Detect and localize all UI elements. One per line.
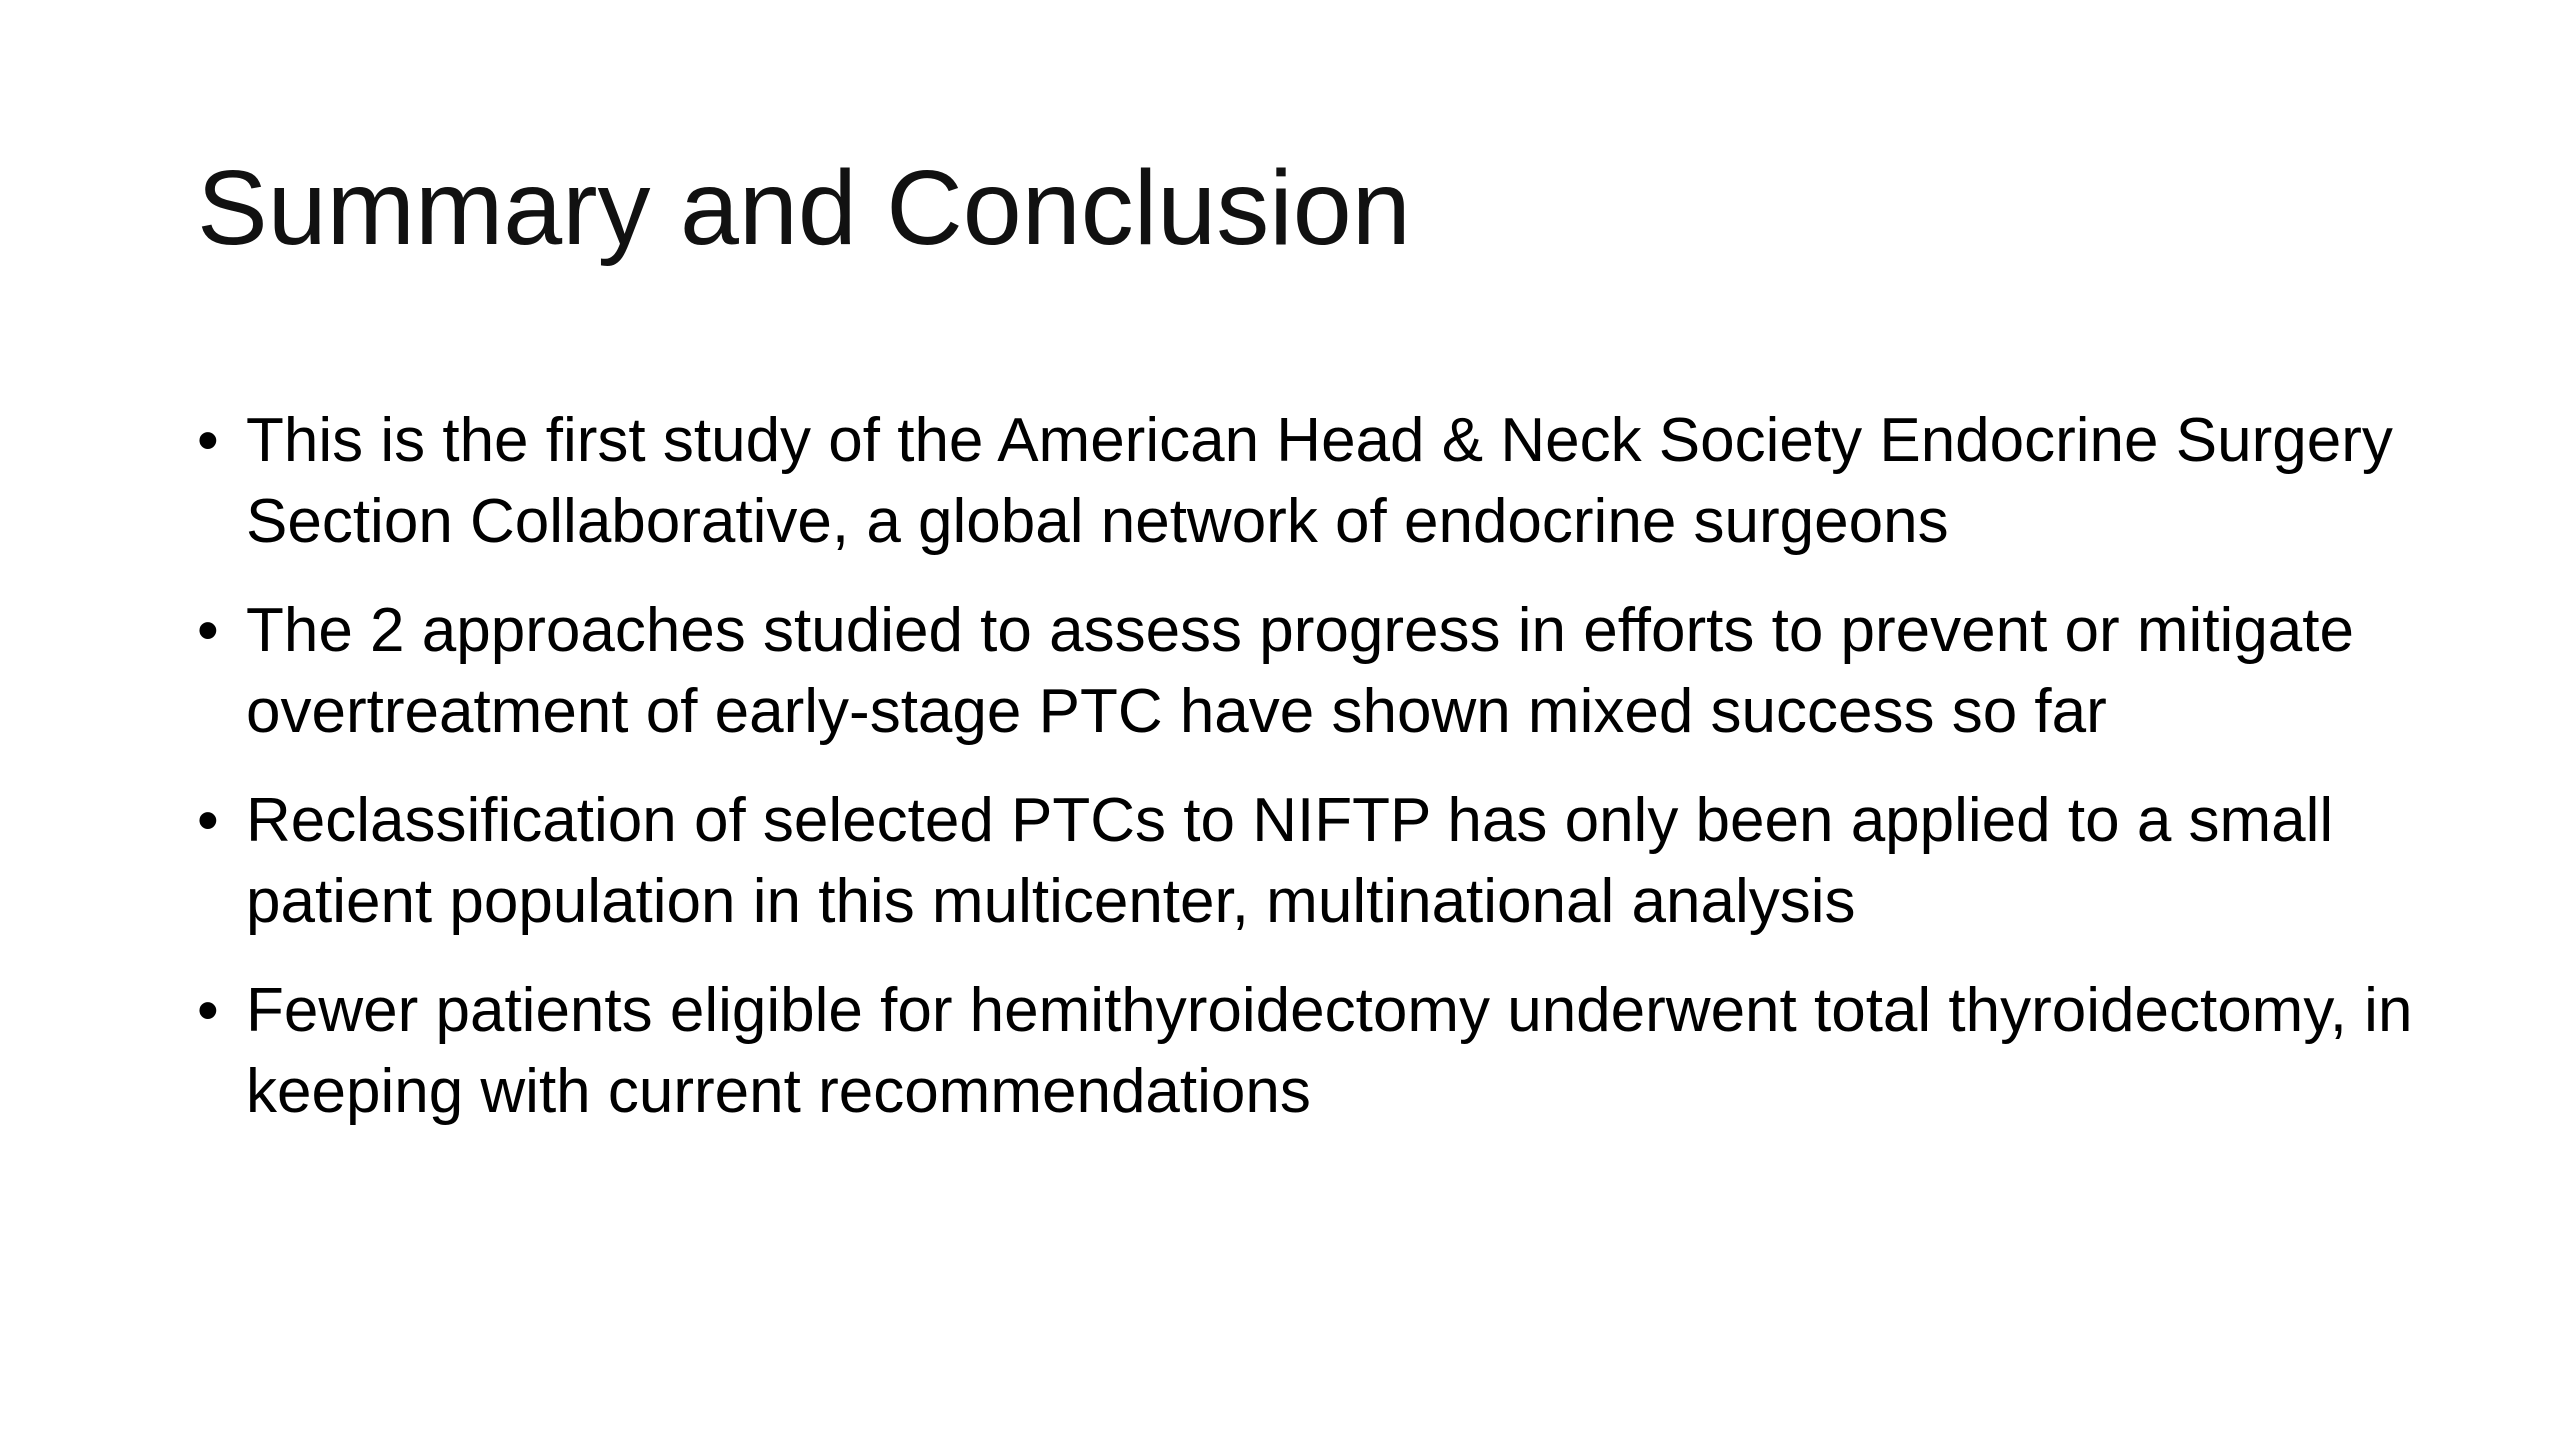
- bullet-list: [197, 400, 2427, 1160]
- bullet-icon: •: [197, 406, 219, 475]
- bullet-text: Reclassification of selected PTCs to NIFTP has only been applied to a small patient population in this multicenter, multinational analysis: [246, 786, 2334, 936]
- bullet-text: The 2 approaches studied to assess progress in efforts to prevent or mitigate overtreatment of early-stage PTC have shown mixed success so far: [246, 596, 2354, 746]
- bullet-item: [197, 590, 2427, 752]
- bullet-text: Fewer patients eligible for hemithyroidectomy underwent total thyroidectomy, in keeping with current recommendations: [246, 976, 2413, 1126]
- bullet-item: [197, 970, 2427, 1132]
- bullet-icon: •: [197, 976, 219, 1045]
- bullet-item: [197, 400, 2427, 562]
- bullet-icon: •: [197, 596, 219, 665]
- bullet-icon: •: [197, 786, 219, 855]
- slide-title: Summary and Conclusion: [197, 149, 1411, 267]
- bullet-text: This is the first study of the American Head & Neck Society Endocrine Surgery Section Collaborative, a global network of endocrine surgeons: [246, 406, 2393, 556]
- bullet-item: [197, 780, 2427, 942]
